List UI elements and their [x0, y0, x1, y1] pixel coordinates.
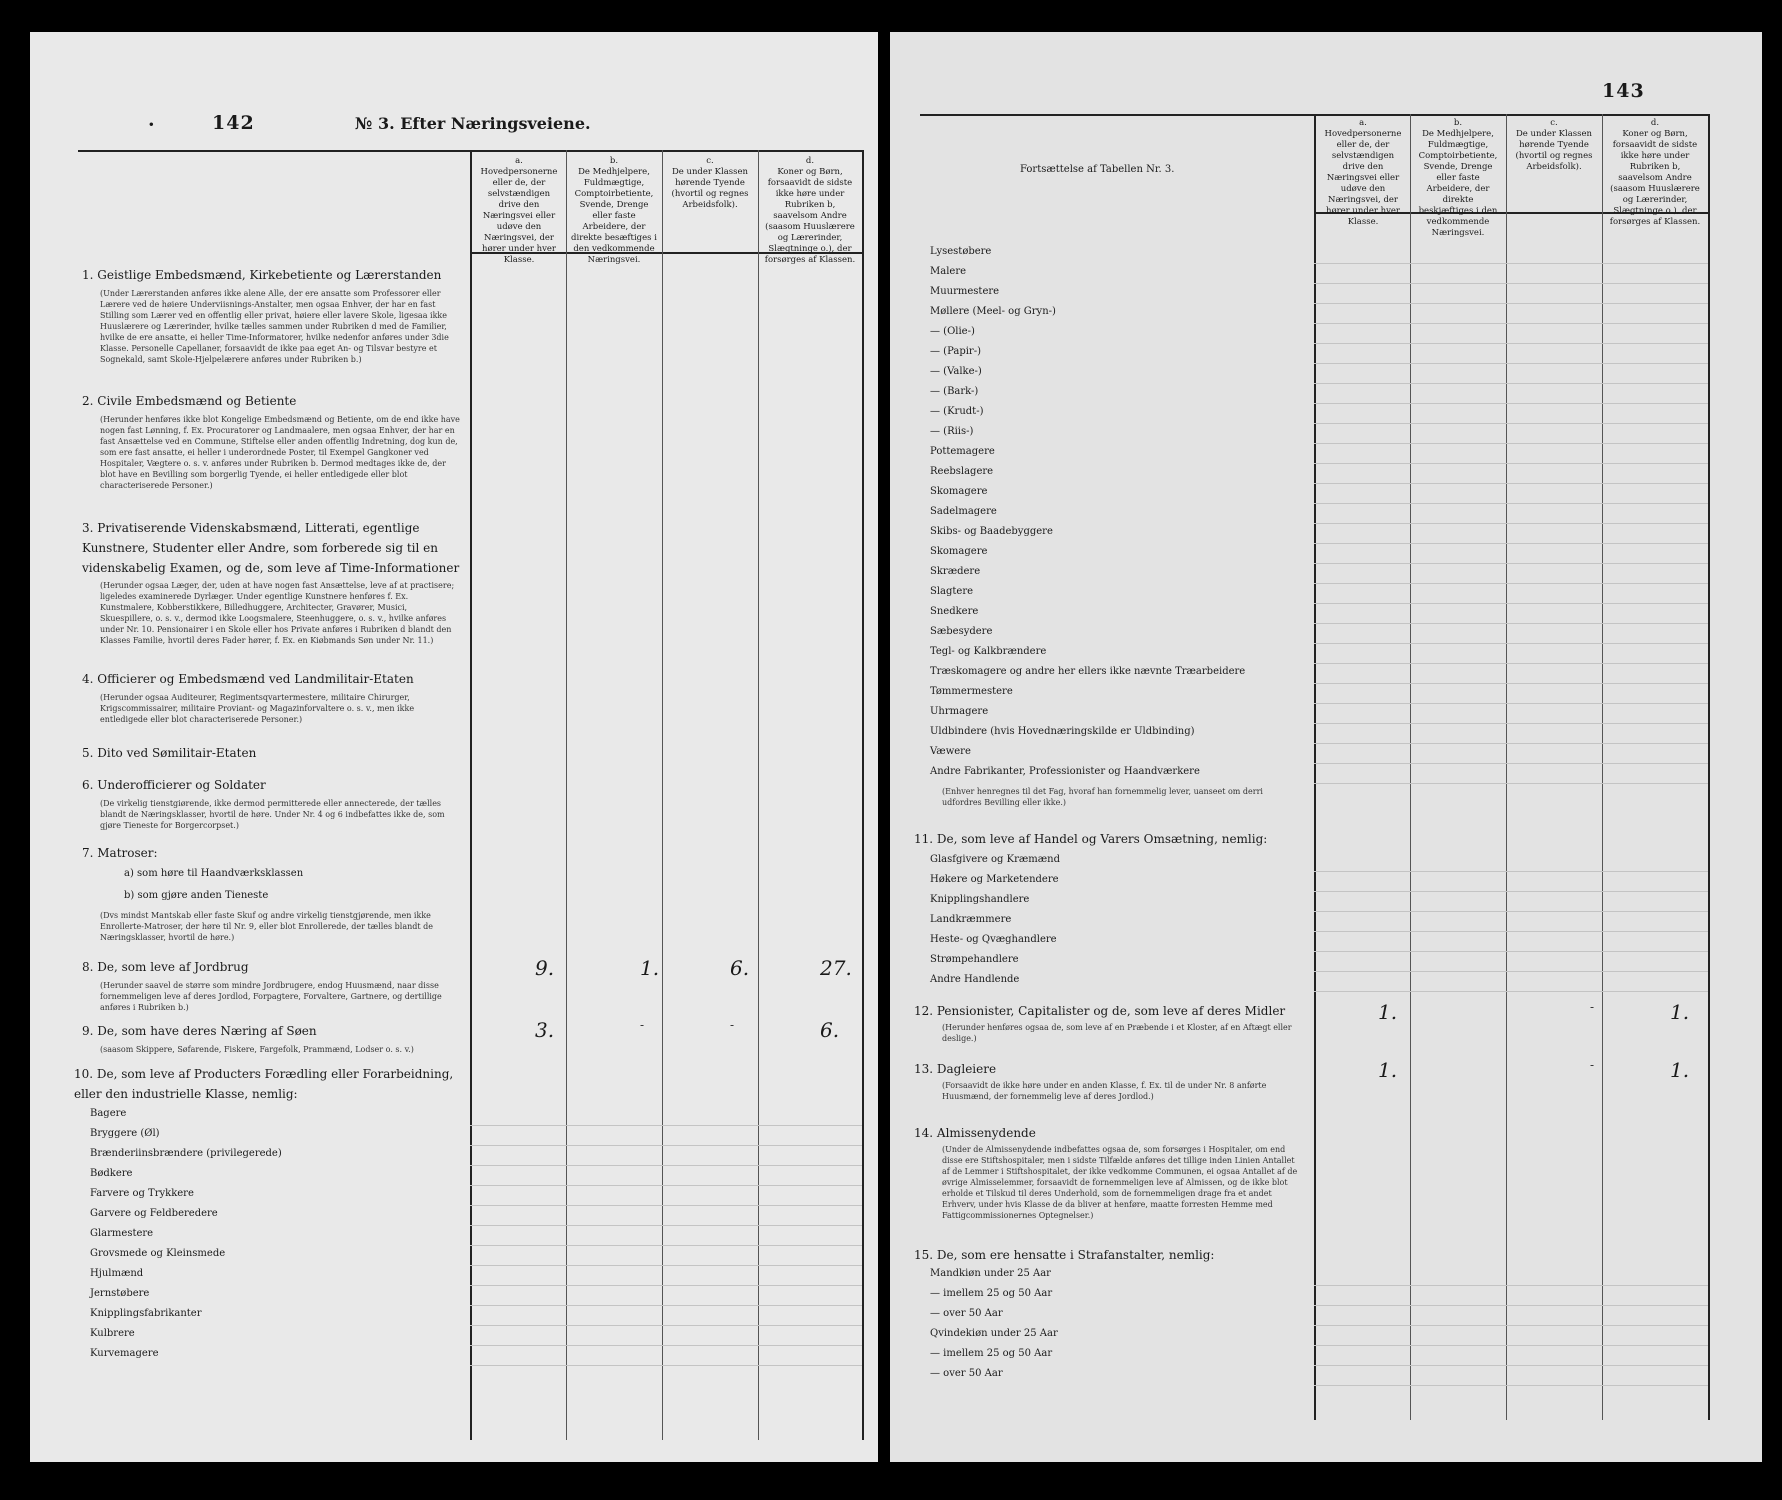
trade-row: Skibs- og Baadebyggere — [930, 526, 1053, 537]
trade-row: Knipplingshandlere — [930, 894, 1030, 905]
column-divider — [1708, 114, 1710, 1420]
trade-row: Andre Handlende — [930, 974, 1020, 985]
right-page — [890, 32, 1762, 1462]
trade-row: Bagere — [90, 1108, 127, 1119]
category-2-note: (Herunder henføres ikke blot Kongelige Embedsmænd og Betiente, om de end ikke have nogen fast Lønning, f. Ex. Procuratorer og Landmaalere, men ogsaa Enhver, der har en fast Ansættelse ved en Commune, Stiftelse eller anden offentlig Indretning, dog kun de, som ere fast ansatte, ei heller i underordnede Poster, til Exempel Gangkoner ved Hospitaler, Vægtere o. s. v. anføres under Rubriken b. Dermod medtages ikke de, der blot have en Bevilling som borgerlig Tyende, ei heller entledigede eller blot characteriserede Personer.) — [100, 415, 460, 490]
trade-row: Glarmestere — [90, 1228, 154, 1239]
trade-row: Træskomagere og andre her ellers ikke nævnte Træarbeidere — [930, 666, 1246, 677]
column-divider — [566, 150, 567, 1440]
row-rule — [470, 1185, 862, 1186]
row-rule — [1314, 583, 1708, 584]
row-rule — [1314, 323, 1708, 324]
row-rule — [1314, 871, 1708, 872]
row-rule — [1314, 623, 1708, 624]
trade-row: — (Valke-) — [930, 366, 982, 377]
trade-row: — (Riis-) — [930, 426, 974, 437]
bullet-mark: · — [148, 114, 156, 136]
row-rule — [470, 1305, 862, 1306]
category-12: 12. Pensionister, Capitalister og de, som leve af deres Midler — [914, 1004, 1286, 1018]
prisoner-row: — over 50 Aar — [930, 1308, 1003, 1319]
row-rule — [1314, 663, 1708, 664]
row-rule — [1314, 563, 1708, 564]
column-header-d: d. Koner og Børn, forsaavidt de sidste ikke høre under Rubriken b, saavelsom Andre (saasom Huuslærere og Lærerinder, Slægtninge o.), der forsørges af Klassen. — [1609, 118, 1701, 227]
category-2: 2. Civile Embedsmænd og Betiente — [82, 394, 297, 408]
column-divider — [1506, 114, 1507, 1420]
category-8-note: (Herunder saavel de større som mindre Jordbrugere, endog Huusmænd, naar disse fornemmeligen leve af deres Jordlod, Forpagtere, Forvaltere, Gartnere, og dertillige anføres i Rubriken b.) — [100, 981, 442, 1012]
row-rule — [470, 1365, 862, 1366]
row-rule — [1314, 543, 1708, 544]
row-rule — [1314, 891, 1708, 892]
row-rule — [1314, 683, 1708, 684]
category-7: 7. Matroser: — [82, 846, 158, 860]
row-rule — [470, 1285, 862, 1286]
trade-row: Pottemagere — [930, 446, 995, 457]
trade-row: Skomagere — [930, 546, 988, 557]
value-9d: 6. — [820, 1018, 840, 1042]
value-8c: 6. — [730, 956, 750, 980]
category-12-note: (Herunder henføres ogsaa de, som leve af en Præbende i et Kloster, af en Aftægt eller deslige.) — [942, 1023, 1292, 1043]
value-8d: 27. — [820, 956, 852, 980]
row-rule — [1314, 763, 1708, 764]
page-header-title: № 3. Efter Næringsveiene. — [355, 114, 591, 133]
row-rule — [470, 1125, 862, 1126]
category-7-note: (Dvs mindst Mantskab eller faste Skuf og andre virkelig tienstgjørende, men ikke Enrollerte-Matroser, der høre til Nr. 9, eller blot Enrollerede, der tælles blandt de Næringsklasser, hvortil de høre.) — [100, 911, 434, 942]
trade-row: Hjulmænd — [90, 1268, 144, 1279]
trade-row: — (Papir-) — [930, 346, 981, 357]
value-8a: 9. — [535, 956, 555, 980]
trade-row: Tømmermestere — [930, 686, 1013, 697]
row-rule — [470, 1325, 862, 1326]
trade-row: Bødkere — [90, 1168, 133, 1179]
trade-row: Sadelmagere — [930, 506, 997, 517]
trade-row: Møllere (Meel- og Gryn-) — [930, 306, 1056, 317]
row-rule — [1314, 443, 1708, 444]
category-3-note: (Herunder ogsaa Læger, der, uden at have nogen fast Ansættelse, leve af at practisere; ligeledes examinerede Dyrlæger. Under egentlige Kunstnere henføres f. Ex. Kunstmalere, Kobberstikkere, Billedhuggere, Architecter, Gravører, Musici, Skuespillere, o. s. v., dermod ikke Loogsmalere, Steenhuggere, o. s. v., hvilke anføres under Nr. 10. Pensionairer i en Skole eller hos Private anføres i Rubriken d blandt den Klasses Familie, hvortil deres Fader hører, f. Ex. en Kiøbmands Søn under Nr. 11.) — [100, 581, 455, 645]
row-rule — [1314, 423, 1708, 424]
row-rule — [470, 1145, 862, 1146]
row-rule — [1314, 951, 1708, 952]
category-13: 13. Dagleiere — [914, 1062, 997, 1076]
trade-row: Grovsmede og Kleinsmede — [90, 1248, 226, 1259]
trade-row: Tegl- og Kalkbrændere — [930, 646, 1047, 657]
row-rule — [1314, 483, 1708, 484]
category-15: 15. De, som ere hensatte i Strafanstalter, nemlig: — [914, 1248, 1215, 1262]
column-header-b: b. De Medhjelpere, Fuldmægtige, Comptoirbetiente, Svende, Drenge eller faste Arbeidere, der direkte beskjæftiges i den vedkommende Næringsvei. — [1418, 118, 1498, 238]
row-rule — [1314, 1385, 1708, 1386]
trade-row: Kulbrere — [90, 1328, 135, 1339]
trades-note: (Enhver henregnes til det Fag, hvoraf han fornemmelig lever, uanseet om derri udfordres Bevilling eller ikke.) — [942, 787, 1263, 807]
prisoner-row: — imellem 25 og 50 Aar — [930, 1288, 1053, 1299]
value-12d: 1. — [1670, 1000, 1690, 1024]
row-rule — [1314, 383, 1708, 384]
row-rule — [1314, 971, 1708, 972]
trade-row: Skrædere — [930, 566, 981, 577]
category-14-note: (Under de Almissenydende indbefattes ogsaa de, som forsørges i Hospitaler, om end disse ere Stiftshospitaler, men i sidste Tilfælde anføres det tillige inden Linien Antallet af de Lemmer i Stiftshospitalet, der ikke vedkomme Communen, ei ogsaa Antallet af de øvrige Almisselemmer, forsaavidt de fornemmeligen leve af Almissen, og de ikke blot erholde et Tilskud til deres Underhold, som de fornemmeligen drage fra et andet Erhverv, under hvis Klasse de da bliver at henføre, maatte forresten Hemme med Fattigcommissionernes Optegnelser.) — [942, 1145, 1298, 1220]
category-1-note: (Under Lærerstanden anføres ikke alene Alle, der ere ansatte som Professorer eller Lærere ved de høiere Underviisnings-Anstalter, men ogsaa Enhver, der har en fast Stilling som Lærer ved en offentlig eller privat, høiere eller lavere Skole, ligesaa ikke Huuslærere og Lærerinder, hvilke tælles sammen under Rubriken d med de Familier, hvilke de ere ansatte, ei heller Time-Informatorer, hvilke nedenfor anføres under 3die Klasse. Personelle Capellaner, forsaavidt de ikke paa eget An- og Tilsvar bestyre et Sognekald, samt Skole-Hjelpelærere anføres under Rubriken b.) — [100, 289, 449, 364]
trade-row: Væwere — [930, 746, 971, 757]
row-rule — [470, 1225, 862, 1226]
prisoner-row: — over 50 Aar — [930, 1368, 1003, 1379]
category-1: 1. Geistlige Embedsmænd, Kirkebetiente og Lærerstanden — [82, 268, 442, 282]
row-rule — [1314, 1325, 1708, 1326]
category-3: 3. Privatiserende Videnskabsmænd, Litterati, egentlige Kunstnere, Studenter eller Andre, som forberede sig til en videnskabelig Examen, og de, som leve af Time-Informationer — [82, 521, 460, 575]
trade-row: Skomagere — [930, 486, 988, 497]
trade-row: Glasfgivere og Kræmænd — [930, 854, 1060, 865]
category-14: 14. Almissenydende — [914, 1126, 1036, 1140]
column-header-a: a. Hovedpersonerne eller de, der selvstændigen drive den Næringsvei eller udøve den Næringsvei, der hører under hver Klasse. — [480, 156, 558, 265]
category-4-note: (Herunder ogsaa Auditeurer, Regimentsqvartermestere, militaire Chirurger, Krigscommissairer, militaire Proviant- og Magazinforvaltere o. s. v., men ikke entledigede eller blot characteriserede Personer.) — [100, 693, 415, 724]
column-divider — [470, 150, 472, 1440]
row-rule — [470, 1165, 862, 1166]
trade-row: Uldbindere (hvis Hovednæringskilde er Uldbinding) — [930, 726, 1195, 737]
category-8: 8. De, som leve af Jordbrug — [82, 960, 249, 974]
trade-row: Heste- og Qvæghandlere — [930, 934, 1057, 945]
column-header-c: c. De under Klassen hørende Tyende (hvortil og regnes Arbeidsfolk). — [671, 156, 749, 210]
trade-row: Snedkere — [930, 606, 979, 617]
row-rule — [1314, 363, 1708, 364]
trade-row: Reebslagere — [930, 466, 994, 477]
value-12c: - — [1590, 1000, 1595, 1014]
category-10: 10. De, som leve af Producters Forædling eller Forarbeidning, eller den industrielle Klasse, nemlig: — [74, 1067, 454, 1101]
row-rule — [1314, 303, 1708, 304]
column-divider — [758, 150, 759, 1440]
trade-row: Farvere og Trykkere — [90, 1188, 194, 1199]
column-divider — [1410, 114, 1411, 1420]
row-rule — [1314, 1305, 1708, 1306]
trade-row: Jernstøbere — [90, 1288, 150, 1299]
value-8b: 1. — [640, 956, 660, 980]
category-9: 9. De, som have deres Næring af Søen — [82, 1024, 317, 1038]
trade-row: Bryggere (Øl) — [90, 1128, 160, 1139]
row-rule — [470, 1265, 862, 1266]
trade-row: Muurmestere — [930, 286, 1000, 297]
row-rule — [1314, 603, 1708, 604]
column-header-b: b. De Medhjelpere, Fuldmægtige, Comptoirbetiente, Svende, Drenge eller faste Arbeidere, der direkte besæftiges i den vedkommende Næringsvei. — [571, 156, 657, 265]
trade-row: — (Bark-) — [930, 386, 979, 397]
value-13c: - — [1590, 1058, 1595, 1072]
trade-row: Knipplingsfabrikanter — [90, 1308, 202, 1319]
column-header-d: d. Koner og Børn, forsaavidt de sidste ikke høre under Rubriken b, saavelsom Andre (saasom Huuslærere og Lærerinder, Slægtninge o.), der forsørges af Klassen. — [764, 156, 856, 265]
row-rule — [470, 1245, 862, 1246]
category-6-note: (De virkelig tienstgiørende, ikke dermod permitterede eller annecterede, der tælles blandt de Næringsklasser, hvortil de høre. Under Nr. 4 og 6 indbefattes ikke de, som gjøre Tieneste for Borgercorpset.) — [100, 799, 445, 830]
category-5: 5. Dito ved Sømilitair-Etaten — [82, 746, 257, 760]
value-13d: 1. — [1670, 1058, 1690, 1082]
category-11: 11. De, som leve af Handel og Varers Omsætning, nemlig: — [914, 832, 1268, 846]
row-rule — [1314, 643, 1708, 644]
value-9a: 3. — [535, 1018, 555, 1042]
row-rule — [1314, 743, 1708, 744]
column-divider — [662, 150, 663, 1440]
prisoner-row: Mandkiøn under 25 Aar — [930, 1268, 1051, 1279]
row-rule — [1314, 703, 1708, 704]
column-divider — [1314, 114, 1316, 1420]
trade-row: — (Krudt-) — [930, 406, 984, 417]
category-13-note: (Forsaavidt de ikke høre under en anden Klasse, f. Ex. til de under Nr. 8 anførte Huusmænd, der fornemmelig leve af deres Jordlod.) — [942, 1081, 1267, 1101]
value-13a: 1. — [1378, 1058, 1398, 1082]
trade-row: Lysestøbere — [930, 246, 992, 257]
category-9-note: (saasom Skippere, Søfarende, Fiskere, Fargefolk, Prammænd, Lodser o. s. v.) — [100, 1045, 414, 1054]
column-divider — [1602, 114, 1603, 1420]
row-rule — [1314, 343, 1708, 344]
row-rule — [1314, 931, 1708, 932]
prisoner-row: — imellem 25 og 50 Aar — [930, 1348, 1053, 1359]
row-rule — [470, 1205, 862, 1206]
page-number-left: 142 — [212, 112, 255, 134]
trade-row: Uhrmagere — [930, 706, 989, 717]
trade-row: Høkere og Marketendere — [930, 874, 1059, 885]
trade-row: Garvere og Feldberedere — [90, 1208, 218, 1219]
value-12a: 1. — [1378, 1000, 1398, 1024]
row-rule — [1314, 991, 1708, 992]
row-rule — [1314, 523, 1708, 524]
column-header-a: a. Hovedpersonerne eller de, der selvstændigen drive den Næringsvei eller udøve den Næringsvei, der hører under hver Klasse. — [1324, 118, 1402, 227]
trade-row: Malere — [930, 266, 967, 277]
column-divider — [862, 150, 864, 1440]
prisoner-row: Qvindekiøn under 25 Aar — [930, 1328, 1058, 1339]
trade-row: Brænderiinsbrændere (privilegerede) — [90, 1148, 282, 1159]
trade-row: Landkræmmere — [930, 914, 1012, 925]
trade-row: Sæbesydere — [930, 626, 993, 637]
row-rule — [1314, 263, 1708, 264]
row-rule — [1314, 283, 1708, 284]
category-6: 6. Underofficierer og Soldater — [82, 778, 266, 792]
trade-row: — (Olie-) — [930, 326, 975, 337]
row-rule — [1314, 503, 1708, 504]
row-rule — [1314, 1345, 1708, 1346]
row-rule — [470, 1345, 862, 1346]
value-9b: - — [640, 1018, 645, 1032]
left-page — [30, 32, 878, 1462]
continuation-title: Fortsættelse af Tabellen Nr. 3. — [1020, 164, 1175, 175]
row-rule — [1314, 1365, 1708, 1366]
row-rule — [1314, 911, 1708, 912]
row-rule — [1314, 1285, 1708, 1286]
trade-row: Kurvemagere — [90, 1348, 159, 1359]
row-rule — [1314, 783, 1708, 784]
trade-row: Strømpehandlere — [930, 954, 1019, 965]
value-9c: - — [730, 1018, 735, 1032]
row-rule — [1314, 403, 1708, 404]
category-7b: b) som gjøre anden Tieneste — [124, 890, 269, 901]
trade-row: Andre Fabrikanter, Professionister og Haandværkere — [930, 766, 1200, 777]
page-number-right: 143 — [1602, 80, 1645, 102]
row-rule — [1314, 723, 1708, 724]
row-rule — [1314, 463, 1708, 464]
category-4: 4. Officierer og Embedsmænd ved Landmilitair-Etaten — [82, 672, 414, 686]
category-7a: a) som høre til Haandværksklassen — [124, 868, 304, 879]
trade-row: Slagtere — [930, 586, 974, 597]
column-header-c: c. De under Klassen hørende Tyende (hvortil og regnes Arbeidsfolk). — [1515, 118, 1593, 172]
